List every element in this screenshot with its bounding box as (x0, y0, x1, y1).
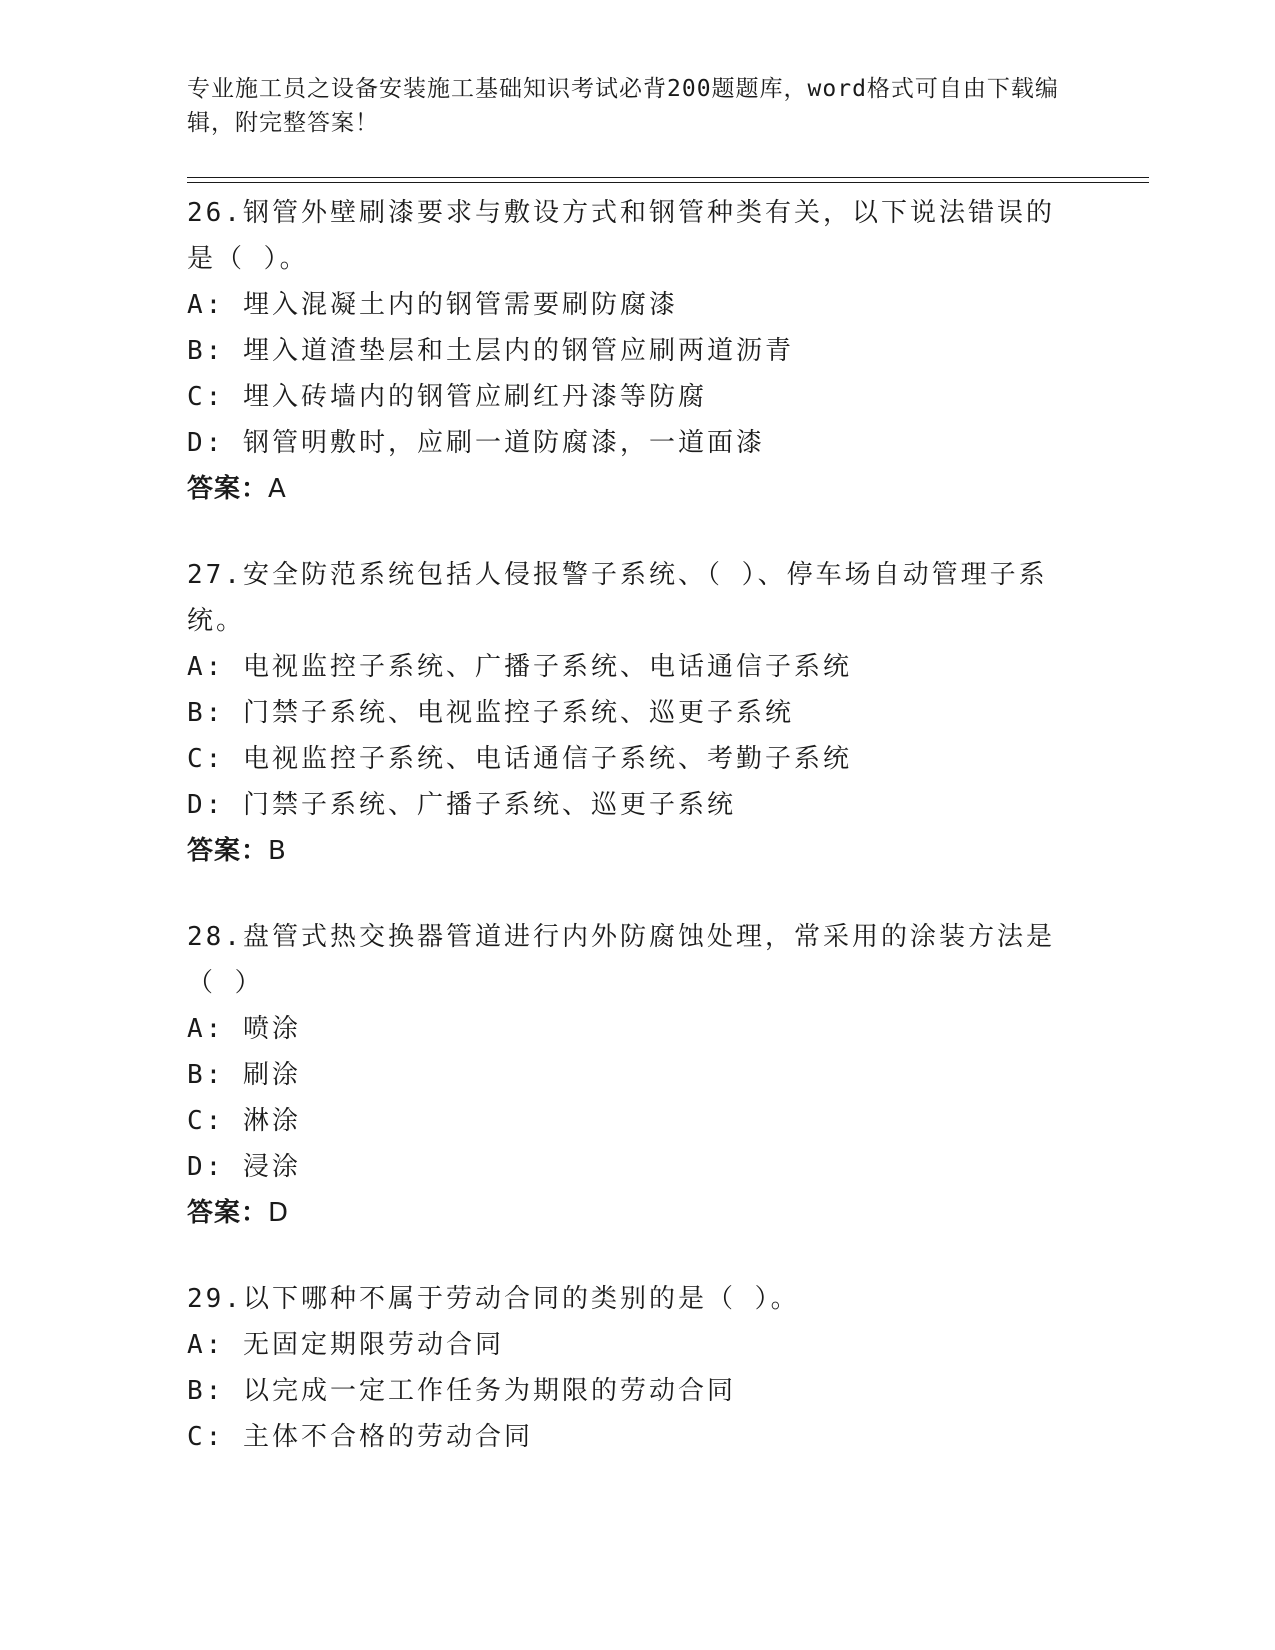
option-d: D: 浸涂 (187, 1152, 301, 1182)
header-divider-bottom (187, 182, 1149, 183)
option-c: C: 电视监控子系统、电话通信子系统、考勤子系统 (187, 744, 852, 774)
option-a: A: 无固定期限劳动合同 (187, 1330, 504, 1360)
answer-label: 答案： (187, 474, 269, 504)
document-header: 专业施工员之设备安装施工基础知识考试必背200题题库，word格式可自由下载编辑，附完整答案！ (187, 76, 1059, 136)
question-stem: 27.安全防范系统包括人侵报警子系统、（ ）、停车场自动管理子系统。 (187, 560, 1048, 636)
question-29 (187, 1276, 1077, 1460)
answer-value: A (268, 474, 287, 504)
answer-line (187, 828, 1077, 874)
question-26 (187, 190, 1077, 512)
option-d: D: 门禁子系统、广播子系统、巡更子系统 (187, 790, 736, 820)
question-stem: 28.盘管式热交换器管道进行内外防腐蚀处理，常采用的涂装方法是（ ） (187, 922, 1055, 998)
option-a: A: 喷涂 (187, 1014, 301, 1044)
option-c: C: 淋涂 (187, 1106, 301, 1136)
answer-line (187, 466, 1077, 512)
option-d: D: 钢管明敷时，应刷一道防腐漆，一道面漆 (187, 428, 765, 458)
answer-value: D (268, 1198, 290, 1228)
option-b: B: 门禁子系统、电视监控子系统、巡更子系统 (187, 698, 794, 728)
option-b: B: 以完成一定工作任务为期限的劳动合同 (187, 1376, 736, 1406)
answer-label: 答案： (187, 1198, 269, 1228)
option-c: C: 主体不合格的劳动合同 (187, 1422, 533, 1452)
option-a: A: 埋入混凝土内的钢管需要刷防腐漆 (187, 290, 678, 320)
option-a: A: 电视监控子系统、广播子系统、电话通信子系统 (187, 652, 852, 682)
question-stem: 29.以下哪种不属于劳动合同的类别的是（ ）。 (187, 1284, 800, 1314)
answer-value: B (268, 836, 287, 866)
option-b: B: 埋入道渣垫层和土层内的钢管应刷两道沥青 (187, 336, 794, 366)
header-divider-top (187, 177, 1149, 178)
question-list (187, 190, 1077, 1500)
question-stem: 26.钢管外壁刷漆要求与敷设方式和钢管种类有关，以下说法错误的是（ ）。 (187, 198, 1055, 274)
question-28 (187, 914, 1077, 1236)
question-27 (187, 552, 1077, 874)
option-c: C: 埋入砖墙内的钢管应刷红丹漆等防腐 (187, 382, 707, 412)
answer-line (187, 1190, 1077, 1236)
answer-label: 答案： (187, 836, 269, 866)
option-b: B: 刷涂 (187, 1060, 301, 1090)
